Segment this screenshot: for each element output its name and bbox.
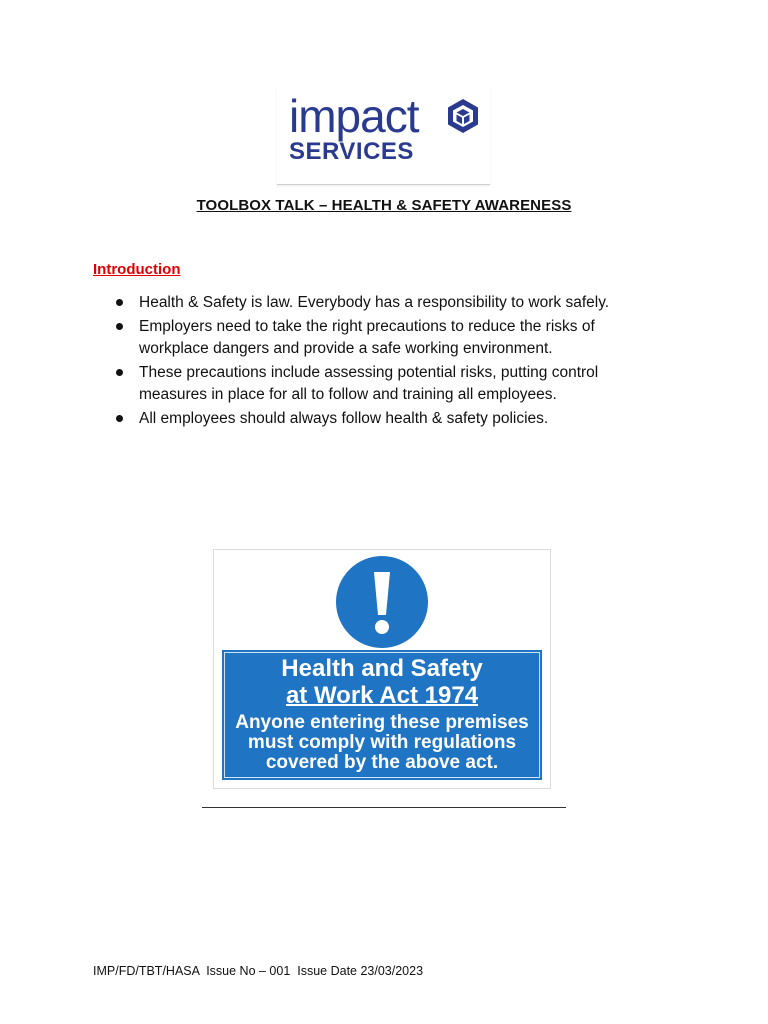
logo-wordmark: impact (289, 90, 419, 142)
company-logo (277, 88, 490, 185)
bullet-text: All employees should always follow health & safety policies. (139, 410, 549, 427)
bullet-item (114, 362, 654, 406)
safety-sign-image (213, 549, 551, 789)
bullet-item (114, 316, 654, 360)
bullet-item (114, 292, 654, 314)
bullet-dot (116, 415, 123, 422)
logo-services-text: SERVICES (289, 138, 414, 165)
bullet-text: These precautions include assessing potential risks, putting control measures in place for all to follow and training all employees. (139, 364, 599, 403)
bullet-text: Employers need to take the right precautions to reduce the risks of workplace dangers and provide a safe working environment. (139, 318, 595, 357)
sign-body-text: Anyone entering these premises must comply with regulations covered by the above act. (235, 712, 529, 773)
cube-icon (446, 98, 480, 134)
section-heading-introduction: Introduction (93, 261, 181, 278)
sign-text-panel (222, 650, 542, 780)
bullet-dot (116, 369, 123, 376)
bullet-dot (116, 323, 123, 330)
sign-heading-line2: at Work Act 1974 (285, 682, 479, 709)
document-title: TOOLBOX TALK – HEALTH & SAFETY AWARENESS (196, 197, 572, 214)
introduction-bullet-list (114, 292, 654, 432)
exclamation-icon (214, 550, 550, 648)
sign-heading-line1: Health and Safety (281, 655, 483, 682)
bullet-item (114, 408, 654, 430)
bullet-text: Health & Safety is law. Everybody has a responsibility to work safely. (139, 294, 610, 311)
divider-line (202, 807, 566, 808)
footer-document-reference: IMP/FD/TBT/HASA Issue No – 001 Issue Date 23/03/2023 (93, 964, 424, 978)
bullet-dot (116, 299, 123, 306)
